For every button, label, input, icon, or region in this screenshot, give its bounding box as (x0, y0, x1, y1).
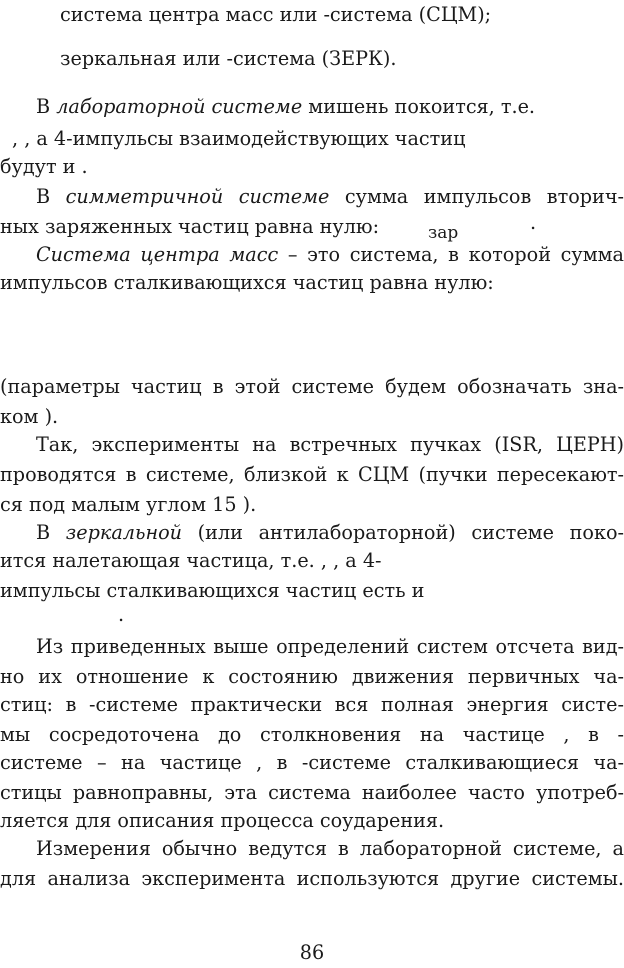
text-segment: проводятся в системе, близкой к СЦМ (пучки пересекают- (0, 463, 624, 486)
formula-dot: . (530, 211, 537, 234)
text-line (0, 748, 624, 778)
text-line (12, 124, 624, 154)
text-line (0, 152, 400, 182)
text-segment: система центра масс или -система (СЦМ); (60, 3, 492, 26)
text-line (36, 834, 624, 864)
text-line (36, 430, 624, 460)
text-line (36, 518, 624, 548)
text-line (36, 92, 596, 122)
text-segment: – это система, в которой сумма (278, 243, 624, 266)
text-segment: (или антилабораторной) системе поко- (182, 521, 624, 544)
text-line (36, 182, 624, 212)
text-line (60, 44, 600, 74)
text-segment: ится налетающая частица, т.е. , , а 4- (0, 549, 382, 572)
text-segment: ся под малым углом 15 ). (0, 493, 257, 516)
text-line (118, 600, 158, 630)
text-segment: будут и . (0, 155, 88, 178)
text-line (0, 372, 624, 402)
text-line (0, 212, 410, 242)
text-segment: (параметры частиц в этой системе будем обозначать зна- (0, 375, 624, 398)
page-number: 86 (299, 941, 325, 964)
text-line (0, 662, 624, 692)
text-segment: но их отношение к состоянию движения первичных ча- (0, 665, 624, 688)
text-line (0, 806, 520, 836)
text-segment: стиц: в -системе практически вся полная энергия систе- (0, 693, 624, 716)
text-segment: В (36, 95, 57, 118)
text-segment: ляется для описания процесса соударения. (0, 809, 445, 832)
text-segment: мы сосредоточена до столкновения на частице , в - (0, 723, 624, 746)
text-segment: зеркальная или -система (ЗЕРК). (60, 47, 397, 70)
text-segment: стицы равноправны, эта система наиболее часто употреб- (0, 781, 624, 804)
text-line (0, 576, 624, 606)
text-segment: сумма импульсов вторич- (329, 185, 624, 208)
text-segment: ных заряженных частиц равна нулю: (0, 215, 380, 238)
text-segment: В (36, 185, 66, 208)
text-segment: для анализа эксперимента используются другие системы. (0, 867, 624, 890)
text-segment: Так, эксперименты на встречных пучках (ISR, ЦЕРН) (36, 433, 624, 456)
text-line (0, 268, 560, 298)
text-segment: мишень покоится, т.е. (302, 95, 536, 118)
text-line (0, 402, 200, 432)
text-segment: импульсы сталкивающихся частиц есть и (0, 579, 425, 602)
text-line (36, 240, 624, 270)
text-segment: импульсов сталкивающихся частиц равна нулю: (0, 271, 494, 294)
text-segment: Измерения обычно ведутся в лабораторной системе, а (36, 837, 624, 860)
text-line (60, 0, 600, 30)
text-segment: системе – на частице , в -системе сталкивающиеся ча- (0, 751, 624, 774)
italic-term: симметричной системе (65, 185, 330, 208)
text-line (0, 778, 624, 808)
text-line (0, 864, 624, 894)
text-line (0, 720, 624, 750)
text-line (0, 690, 624, 720)
text-line (36, 632, 624, 662)
text-segment: Из приведенных выше определений систем отсчета вид- (36, 635, 624, 658)
text-segment: . (118, 603, 125, 626)
italic-term: Система центра масс (36, 243, 279, 266)
text-line (0, 546, 624, 576)
text-segment: , , а 4-импульсы взаимодействующих частиц (12, 127, 466, 150)
formula-subscript: зар (428, 223, 459, 243)
italic-term: зеркальной (65, 521, 182, 544)
text-line (0, 460, 624, 490)
text-segment: ком ). (0, 405, 59, 428)
text-line (0, 490, 400, 520)
text-segment: В (36, 521, 66, 544)
italic-term: лабораторной системе (56, 95, 303, 118)
